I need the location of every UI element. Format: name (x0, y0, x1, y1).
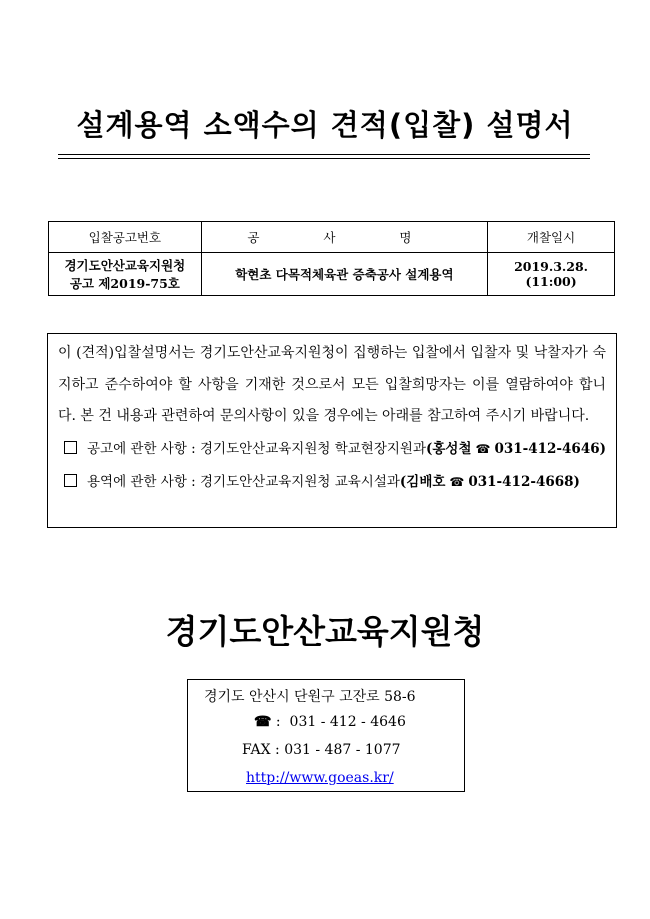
telephone-line: ☎ : 031 - 412 - 4646 (254, 714, 406, 730)
address: 경기도 안산시 단원구 고잔로 58-6 (204, 689, 416, 705)
contact-box (187, 679, 465, 792)
notice-no-number: 공고 제2019-75호 (69, 276, 180, 291)
contact-label: 용역에 관한 사항 : 경기도안산교육지원청 교육시설과 (87, 473, 400, 490)
contact-phone: 031-412-4668) (468, 473, 580, 490)
table-header-row (49, 222, 615, 253)
contact-person: (김배호 (399, 473, 446, 490)
contact-line-notice (58, 433, 606, 466)
contact-person: (홍성철 (426, 440, 472, 457)
fax-number: FAX : 031 - 487 - 1077 (242, 742, 401, 758)
header-project-name: 공 사 명 (201, 222, 487, 253)
table-row (49, 253, 615, 296)
bid-info-table (48, 221, 615, 296)
document-title: 설계용역 소액수의 견적(입찰) 설명서 (76, 108, 574, 142)
checkbox-icon (64, 441, 77, 454)
title-divider-bottom (58, 158, 590, 159)
contact-label: 공고에 관한 사항 : 경기도안산교육지원청 학교현장지원과 (87, 440, 426, 457)
telephone-number: 031 - 412 - 4646 (289, 714, 406, 730)
phone-icon: ☎ (254, 714, 272, 730)
cell-notice-no (49, 253, 202, 296)
checkbox-icon (64, 474, 77, 487)
contact-phone: 031-412-4646) (494, 440, 606, 457)
header-opening-date: 개찰일시 (488, 222, 615, 253)
notice-box (47, 333, 617, 528)
notice-no-issuer: 경기도안산교육지원청 (64, 258, 186, 273)
cell-project-name: 학현초 다목적체육관 증축공사 설계용역 (201, 253, 487, 296)
header-notice-no: 입찰공고번호 (49, 222, 202, 253)
phone-icon: ☎ (449, 474, 465, 489)
organization-name: 경기도안산교육지원청 (165, 612, 485, 651)
website-link[interactable]: http://www.goeas.kr/ (246, 770, 394, 786)
contact-line-service (58, 466, 606, 499)
cell-opening-date: 2019.3.28. (11:00) (488, 253, 615, 296)
title-divider-top (58, 154, 590, 155)
phone-icon: ☎ (475, 441, 491, 456)
notice-paragraph: 이 (견적)입찰설명서는 경기도안산교육지원청이 집행하는 입찰에서 입찰자 및 낙찰자가 숙지하고 준수하여야 할 사항을 기재한 것으로서 모든 입찰희망자는 이를 열람하여야 합니다. 본 건 내용과 관련하여 문의사항이 있을 경우에는 아래를 참고하여 주시기 바랍니다. (58, 345, 606, 424)
